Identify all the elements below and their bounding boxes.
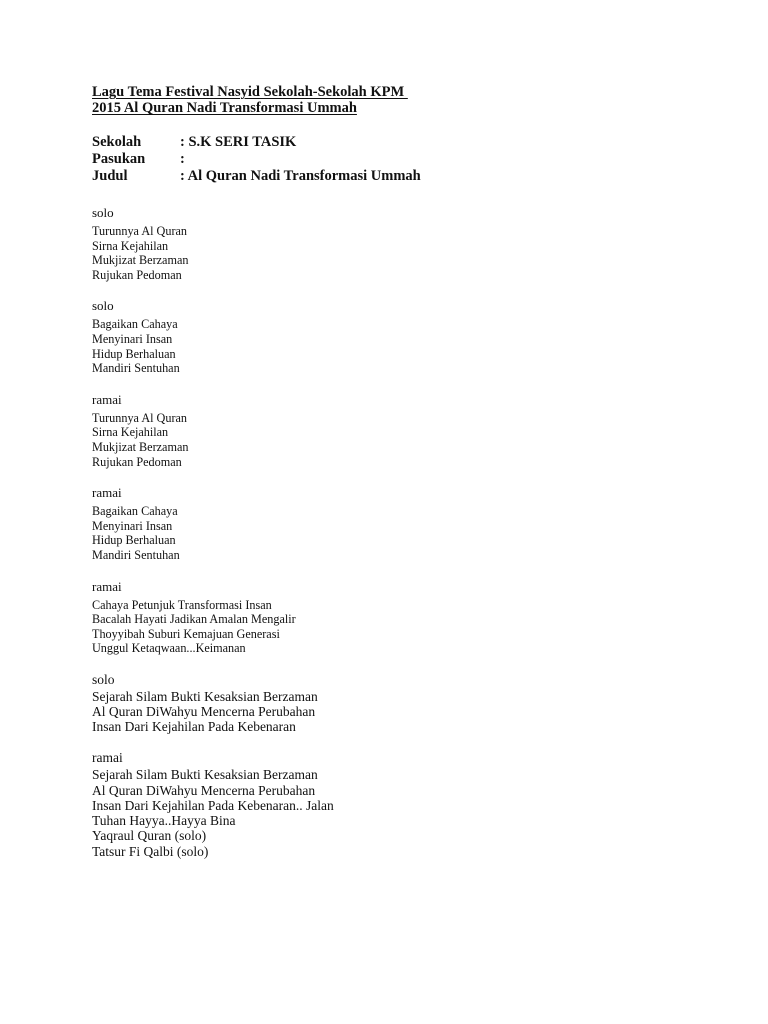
lyric-section [92,485,712,562]
lyric-section [92,392,712,469]
lyric-section [92,298,712,375]
section-label: ramai [92,750,123,766]
lyric-line: Bagaikan Cahaya [92,317,178,332]
lyric-line: Sirna Kejahilan [92,425,169,440]
section-label: ramai [92,578,122,594]
section-label: solo [92,298,114,314]
info-row-judul [92,168,712,185]
lyric-line: Tatsur Fi Qalbi (solo) [92,843,209,859]
lyric-line: Sejarah Silam Bukti Kesaksian Berzaman [92,767,318,783]
lyric-line: Bagaikan Cahaya [92,504,178,519]
lyric-line: Turunnya Al Quran [92,410,188,425]
lyric-line: Mukjizat Berzaman [92,439,189,454]
lyric-line: Yaqraul Quran (solo) [92,828,207,844]
lyric-line: Al Quran DiWahyu Mencerna Perubahan [92,704,316,720]
lyric-line: Hidup Berhaluan [92,533,176,548]
info-row-sekolah [92,134,712,151]
info-row-pasukan [92,151,712,168]
lyric-line: Sejarah Silam Bukti Kesaksian Berzaman [92,688,318,704]
lyric-line: Hidup Berhaluan [92,346,176,361]
document-title [92,84,712,116]
lyric-section [92,205,712,282]
info-label: Judul [92,168,128,184]
document-page [92,84,712,875]
lyric-section [92,672,712,735]
lyric-line: Insan Dari Kejahilan Pada Kebenaran [92,719,296,735]
info-value: : [180,151,185,167]
lyric-line: Al Quran DiWahyu Mencerna Perubahan [92,782,316,798]
info-label: Pasukan [92,151,146,167]
lyric-line: Menyinari Insan [92,331,173,346]
lyric-line: Cahaya Petunjuk Transformasi Insan [92,597,272,612]
title-line-2: 2015 Al Quran Nadi Transformasi Ummah [92,100,357,116]
lyric-section [92,579,712,656]
lyric-line: Unggul Ketaqwaan...Keimanan [92,641,246,656]
lyric-line: Mukjizat Berzaman [92,253,189,268]
lyric-line: Turunnya Al Quran [92,224,188,238]
lyrics [92,205,712,859]
section-label: ramai [92,391,122,407]
lyric-line: Insan Dari Kejahilan Pada Kebenaran.. Jalan [92,797,334,813]
info-value: : Al Quran Nadi Transformasi Ummah [180,168,421,184]
lyric-line: Rujukan Pedoman [92,267,182,282]
lyric-line: Mandiri Sentuhan [92,547,180,562]
section-label: ramai [92,485,122,501]
section-label: solo [92,671,115,687]
lyric-line: Bacalah Hayati Jadikan Amalan Mengalir [92,612,296,627]
lyric-line: Menyinari Insan [92,518,173,533]
lyric-line: Thoyyibah Suburi Kemajuan Generasi [92,626,280,641]
title-line-1: Lagu Tema Festival Nasyid Sekolah-Sekolah KPM [92,84,408,100]
section-label: solo [92,205,114,220]
info-label: Sekolah [92,134,142,150]
lyric-section [92,750,712,858]
lyric-line: Sirna Kejahilan [92,238,169,253]
lyric-line: Rujukan Pedoman [92,454,182,469]
info-block [92,134,712,185]
lyric-line: Tuhan Hayya..Hayya Bina [92,813,236,829]
lyric-line: Mandiri Sentuhan [92,361,180,376]
info-value: : S.K SERI TASIK [180,134,297,150]
